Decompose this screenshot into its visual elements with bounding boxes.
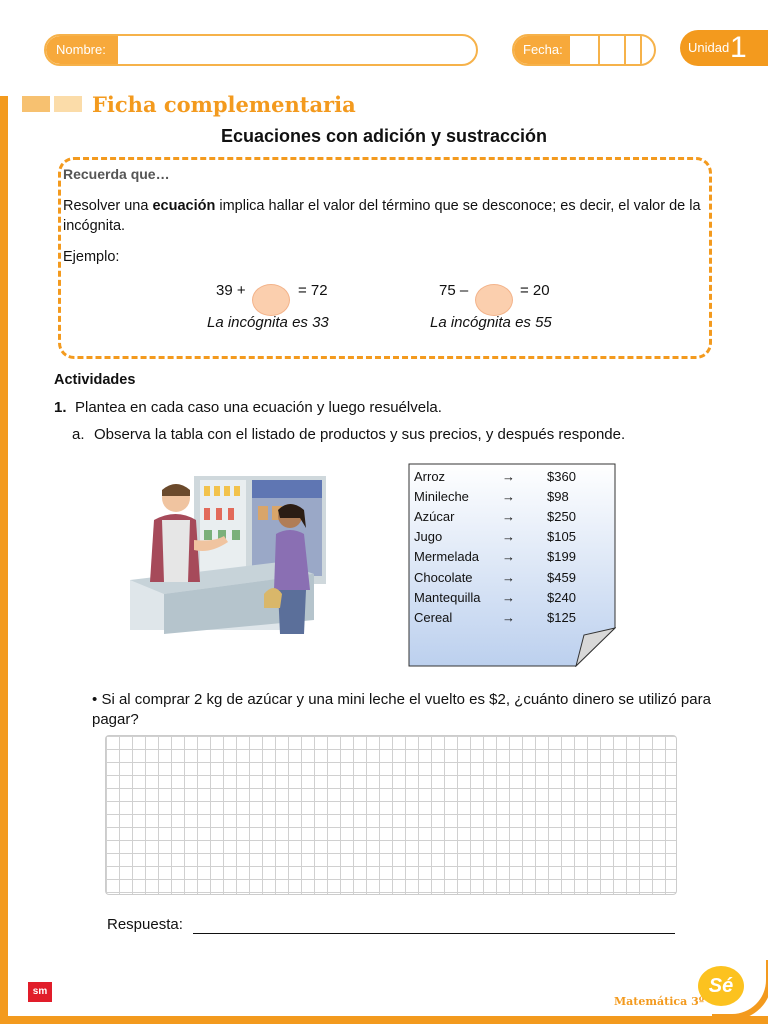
product-price: $98 [547,489,569,504]
date-label: Fecha: [514,36,570,64]
product-price: $199 [547,549,576,564]
arrow-icon: → [502,469,515,484]
product-name: Arroz [414,469,446,484]
product-name: Chocolate [414,570,473,585]
bottom-border [0,1016,768,1024]
arrow-icon: → [502,590,515,605]
page-title: Ecuaciones con adición y sustracción [220,126,548,146]
arrow-icon: → [502,489,515,504]
product-price: $240 [547,590,576,605]
unknown-oval [252,284,290,316]
product-price: $125 [547,610,576,625]
arrow-icon: → [502,549,515,564]
series-badge: Sé [698,966,744,1006]
date-divider [624,36,626,64]
product-price: $250 [547,509,576,524]
header-square [22,96,50,112]
name-label: Nombre: [46,36,118,64]
example-right: = 20 [520,282,550,299]
product-name: Cereal [414,610,453,625]
question-text: Si al comprar 2 kg de azúcar y una mini leche el vuelto es $2, ¿cuánto dinero se utilizó para pagar? [92,691,711,728]
arrow-icon: → [502,529,515,544]
store-illustration [124,470,334,642]
product-name: Jugo [414,529,443,544]
bullet-question [92,690,712,730]
product-price: $459 [547,570,576,585]
date-field[interactable] [512,34,656,66]
answer-label: Respuesta: [107,916,183,933]
product-name: Minileche [414,489,469,504]
answer-line[interactable] [193,933,675,934]
arrow-icon: → [502,610,515,625]
product-name: Mantequilla [414,590,481,605]
subquestion-text: Observa la tabla con el listado de productos y sus precios, y después responde. [94,426,626,443]
left-border [0,96,8,1024]
example-left: 39 + [216,282,246,299]
reminder-text-start: Resolver una [63,198,153,214]
example-right: = 72 [298,282,328,299]
reminder-keyword: ecuación [152,198,216,214]
question-number: 1. [54,399,67,416]
reminder-heading: Recuerda que… [63,166,170,182]
activities-heading: Actividades [54,372,136,388]
arrow-icon: → [502,570,515,585]
unit-tab [680,30,768,66]
reminder-text [63,196,703,236]
date-divider [598,36,600,64]
unknown-oval [475,284,513,316]
arrow-icon: → [502,509,515,524]
reminder-text-end: implica hallar el valor del término que se desconoce; es decir, el valor de la incógnita. [63,198,701,234]
name-field[interactable] [44,34,478,66]
example-left: 75 – [439,282,469,299]
unit-number: 1 [730,31,747,64]
example-caption: La incógnita es 55 [430,314,552,331]
publisher-logo: sm [28,982,52,1002]
book-title: Matemática 3º [614,995,705,1008]
bullet-icon: • [92,691,98,708]
unit-word: Unidad [688,40,730,55]
example-label: Ejemplo: [63,249,120,265]
product-name: Mermelada [414,549,480,564]
reminder-box [58,157,712,359]
product-name: Azúcar [414,509,455,524]
product-price: $360 [547,469,576,484]
work-grid[interactable] [105,735,677,895]
product-price: $105 [547,529,576,544]
section-title: Ficha complementaria [92,92,356,117]
header-square [54,96,82,112]
question-text: Plantea en cada caso una ecuación y luego resuélvela. [75,399,442,416]
subquestion-letter: a. [72,426,85,443]
date-divider [640,36,642,64]
example-caption: La incógnita es 33 [207,314,329,331]
